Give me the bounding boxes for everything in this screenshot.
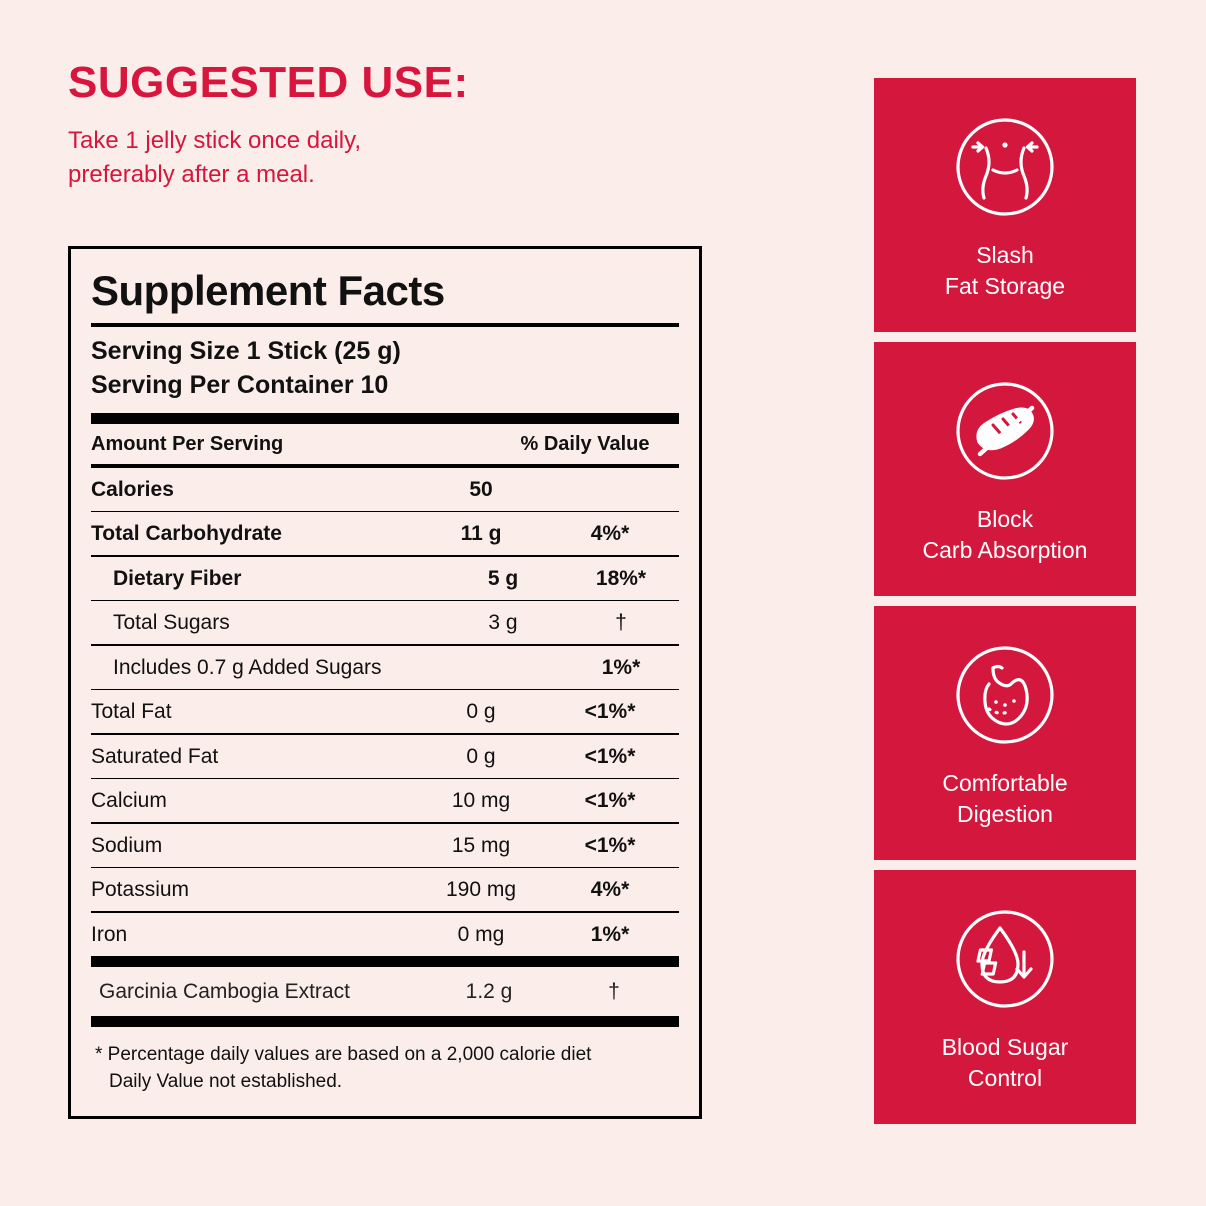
table-row	[91, 646, 679, 689]
nutrient-dv: †	[615, 611, 627, 635]
nutrient-dv: 4%*	[590, 878, 630, 902]
table-row	[91, 601, 679, 644]
nutrient-amount: 15 mg	[451, 833, 511, 857]
amount-per-serving-header: Amount Per Serving	[91, 432, 284, 455]
table-row	[91, 868, 679, 911]
supplement-facts-title: Supplement Facts	[91, 267, 445, 314]
nutrient-amount: 10 mg	[451, 789, 511, 813]
ingredient-name: Garcinia Cambogia Extract	[99, 979, 350, 1003]
ingredient-dv: †	[608, 979, 620, 1003]
divider	[91, 1016, 679, 1027]
benefit-card-label	[942, 1032, 1069, 1094]
table-row	[91, 779, 679, 822]
footnote-line-2: Daily Value not established.	[109, 1071, 343, 1093]
divider	[91, 413, 679, 424]
nutrient-amount: 5 g	[487, 566, 519, 590]
nutrient-name: Dietary Fiber	[113, 566, 242, 590]
nutrient-name: Potassium	[91, 878, 190, 902]
suggested-use-text	[68, 124, 700, 191]
nutrient-amount: 0 mg	[457, 922, 505, 946]
footnote	[91, 1027, 679, 1096]
table-row	[91, 512, 679, 555]
nutrient-amount: 11 g	[460, 522, 502, 546]
suggested-use-line-1: Take 1 jelly stick once daily,	[68, 127, 362, 155]
benefit-label-line-2: Control	[967, 1065, 1043, 1091]
table-header-row	[91, 424, 679, 464]
serving-info	[91, 327, 679, 413]
nutrient-dv: 18%*	[595, 566, 647, 590]
nutrient-name: Includes 0.7 g Added Sugars	[113, 655, 382, 679]
no-bread-icon	[946, 372, 1064, 490]
benefit-label-line-2: Carb Absorption	[922, 537, 1088, 563]
nutrient-amount: 0 g	[466, 744, 496, 768]
benefit-label-line-1: Slash	[976, 241, 1034, 268]
nutrient-amount: 190 mg	[445, 878, 517, 902]
serving-size: Serving Size 1 Stick (25 g)	[91, 337, 401, 366]
benefit-label-line-1: Block	[976, 505, 1034, 532]
benefit-card-block-carb-absorption	[874, 342, 1136, 596]
nutrient-dv: <1%*	[584, 789, 636, 813]
nutrient-name: Calories	[91, 477, 174, 501]
benefit-label-line-1: Blood Sugar	[941, 1033, 1069, 1060]
table-row	[91, 913, 679, 956]
benefit-card-label	[945, 240, 1065, 302]
nutrient-name: Calcium	[91, 789, 167, 813]
nutrient-amount: 50	[469, 477, 493, 501]
table-row	[91, 824, 679, 867]
benefit-card-label	[942, 768, 1067, 830]
serving-per-container: Serving Per Container 10	[91, 370, 389, 399]
suggested-use-title: SUGGESTED USE:	[68, 58, 469, 107]
nutrient-name: Saturated Fat	[91, 744, 219, 768]
benefit-card-comfortable-digestion	[874, 606, 1136, 860]
ingredient-row	[91, 967, 679, 1016]
waist-slimming-icon	[946, 108, 1064, 226]
daily-value-header: % Daily Value	[520, 432, 650, 455]
stomach-icon	[946, 636, 1064, 754]
benefit-cards	[874, 78, 1136, 1124]
benefit-label-line-1: Comfortable	[942, 769, 1068, 796]
footnote-line-1: * Percentage daily values are based on a 2,000 calorie diet	[95, 1043, 592, 1065]
nutrient-name: Total Sugars	[113, 611, 230, 635]
nutrient-dv: <1%*	[584, 744, 636, 768]
divider	[91, 956, 679, 967]
nutrient-name: Total Carbohydrate	[91, 522, 282, 546]
nutrient-name: Iron	[91, 922, 128, 946]
table-row	[91, 735, 679, 778]
nutrient-dv: <1%*	[584, 700, 636, 724]
nutrient-name: Total Fat	[91, 700, 172, 724]
benefit-card-label	[923, 504, 1088, 566]
ingredient-amount: 1.2 g	[465, 979, 513, 1003]
benefit-label-line-2: Digestion	[957, 801, 1053, 827]
suggested-use-section	[68, 60, 700, 191]
table-row	[91, 557, 679, 600]
suggested-use-line-2: preferably after a meal.	[68, 160, 315, 188]
nutrient-dv: 1%*	[590, 922, 630, 946]
nutrient-dv: 4%*	[590, 522, 630, 546]
benefit-card-slash-fat-storage	[874, 78, 1136, 332]
nutrient-amount: 0 g	[466, 700, 496, 724]
blood-drop-sugar-down-icon	[946, 900, 1064, 1018]
table-row	[91, 690, 679, 733]
nutrient-name: Sodium	[91, 833, 163, 857]
benefit-card-blood-sugar-control	[874, 870, 1136, 1124]
nutrient-amount: 3 g	[488, 611, 518, 635]
nutrient-dv: <1%*	[584, 833, 636, 857]
supplement-facts-panel	[68, 246, 702, 1119]
table-row	[91, 468, 679, 511]
nutrient-dv: 1%*	[601, 655, 641, 679]
benefit-label-line-2: Fat Storage	[944, 273, 1066, 299]
